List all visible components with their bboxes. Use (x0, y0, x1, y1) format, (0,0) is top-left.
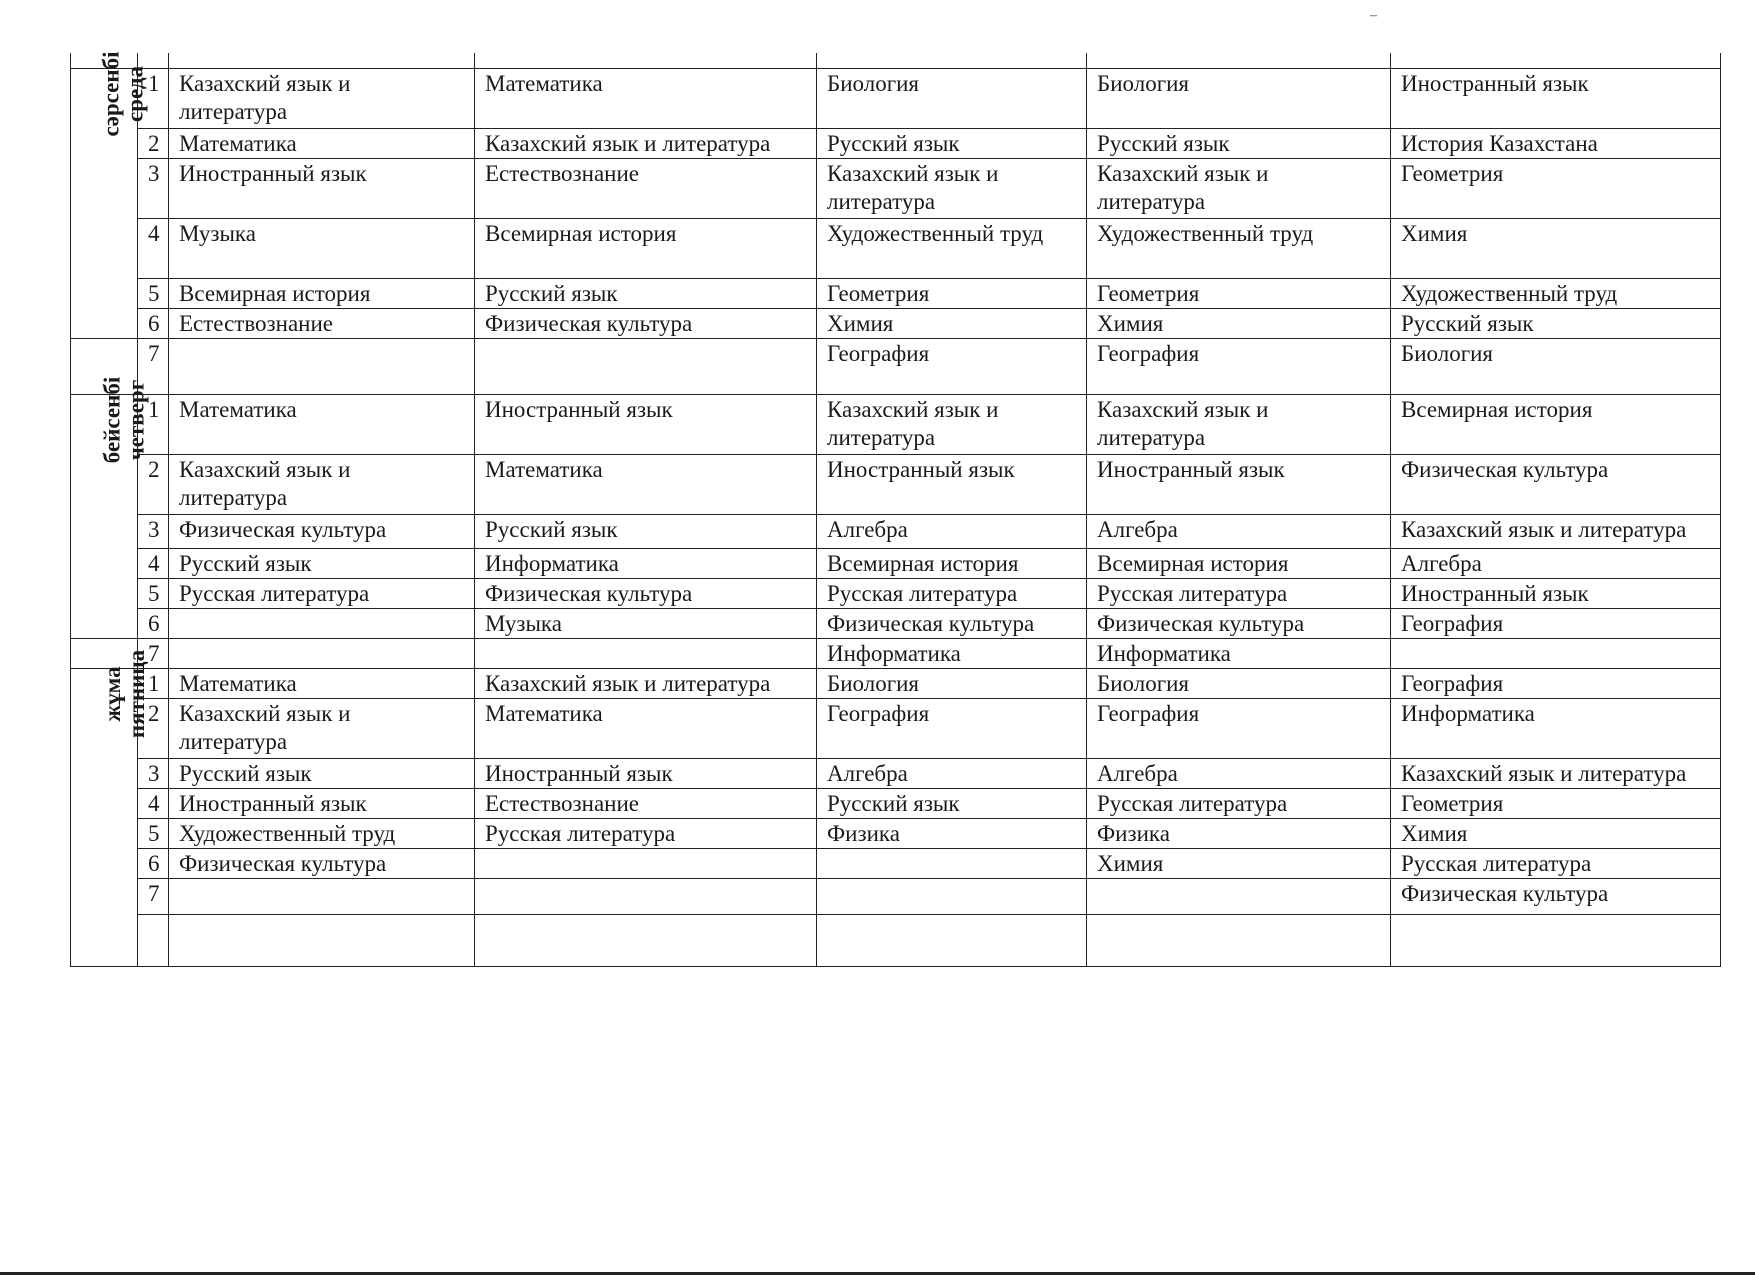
lesson-cell (169, 639, 475, 669)
table-row (71, 819, 1721, 849)
lesson-cell: Русский язык (817, 129, 1087, 159)
lesson-number: 6 (138, 309, 169, 339)
lesson-cell: Математика (169, 395, 475, 455)
table-row (71, 915, 1721, 967)
lesson-cell: Всемирная история (817, 549, 1087, 579)
lesson-cell: Иностранный язык (475, 759, 817, 789)
lesson-cell: Математика (169, 669, 475, 699)
lesson-cell: Физика (817, 819, 1087, 849)
lesson-cell: История Казахстана (1391, 129, 1721, 159)
lesson-cell: Алгебра (817, 759, 1087, 789)
table-row (71, 759, 1721, 789)
lesson-cell: Русский язык (475, 515, 817, 549)
lesson-cell: Казахский язык и литература (169, 699, 475, 759)
table-row (71, 159, 1721, 219)
lesson-cell: Иностранный язык (169, 159, 475, 219)
lesson-number: 4 (138, 789, 169, 819)
lesson-cell (1391, 639, 1721, 669)
lesson-cell: Русская литература (1087, 789, 1391, 819)
lesson-cell (817, 879, 1087, 915)
lesson-cell: Музыка (169, 219, 475, 279)
lesson-cell: Математика (475, 455, 817, 515)
table-row (71, 639, 1721, 669)
lesson-cell (475, 339, 817, 395)
lesson-number: 1 (138, 669, 169, 699)
lesson-cell: Информатика (475, 549, 817, 579)
table-row (71, 515, 1721, 549)
lesson-cell: Казахский язык и литература (1391, 759, 1721, 789)
lesson-cell: Химия (1391, 219, 1721, 279)
lesson-cell: Казахский язык и литература (475, 129, 817, 159)
lesson-cell: Геометрия (1391, 789, 1721, 819)
table-row (71, 69, 1721, 129)
lesson-cell: Казахский язык и литература (1391, 515, 1721, 549)
table-row (71, 549, 1721, 579)
lesson-cell: Иностранный язык (1391, 69, 1721, 129)
lesson-cell: Химия (817, 309, 1087, 339)
lesson-cell: Русский язык (169, 549, 475, 579)
lesson-cell: Геометрия (1087, 279, 1391, 309)
table-row (71, 395, 1721, 455)
lesson-cell: Биология (1391, 339, 1721, 395)
table-row (71, 669, 1721, 699)
lesson-cell: Математика (475, 69, 817, 129)
lesson-cell: Русская литература (169, 579, 475, 609)
table-row (71, 699, 1721, 759)
lesson-cell (475, 879, 817, 915)
lesson-cell: Биология (1087, 669, 1391, 699)
lesson-cell: Русская литература (1087, 579, 1391, 609)
lesson-number: 5 (138, 279, 169, 309)
table-row (71, 579, 1721, 609)
lesson-cell: Информатика (1087, 639, 1391, 669)
lesson-cell: Алгебра (1391, 549, 1721, 579)
day-label-friday: жұма пятница (71, 669, 138, 967)
schedule-sheet (70, 53, 1720, 967)
lesson-cell: Геометрия (1391, 159, 1721, 219)
table-row (71, 129, 1721, 159)
lesson-number: 1 (138, 395, 169, 455)
lesson-cell (1087, 879, 1391, 915)
lesson-cell: Химия (1391, 819, 1721, 849)
lesson-cell: Физика (1087, 819, 1391, 849)
lesson-cell: Химия (1087, 849, 1391, 879)
lesson-number: 7 (138, 879, 169, 915)
lesson-number: 7 (138, 639, 169, 669)
lesson-cell: Иностранный язык (817, 455, 1087, 515)
lesson-number: 2 (138, 699, 169, 759)
lesson-cell: Естествознание (475, 159, 817, 219)
lesson-cell: География (817, 699, 1087, 759)
table-row (71, 455, 1721, 515)
lesson-cell: Всемирная история (475, 219, 817, 279)
lesson-number: 2 (138, 455, 169, 515)
table-row (71, 849, 1721, 879)
lesson-cell: Русский язык (169, 759, 475, 789)
lesson-cell: Физическая культура (1391, 879, 1721, 915)
table-row (71, 609, 1721, 639)
table-row (71, 309, 1721, 339)
table-row (71, 789, 1721, 819)
lesson-cell: Всемирная история (1391, 395, 1721, 455)
lesson-cell (475, 849, 817, 879)
lesson-cell: Казахский язык и литература (1087, 395, 1391, 455)
lesson-cell: География (1087, 339, 1391, 395)
lesson-cell: Русская литература (475, 819, 817, 849)
lesson-cell: Художественный труд (169, 819, 475, 849)
lesson-cell: Физическая культура (169, 849, 475, 879)
lesson-cell: Физическая культура (475, 579, 817, 609)
lesson-cell: Алгебра (1087, 759, 1391, 789)
lesson-cell: Музыка (475, 609, 817, 639)
lesson-cell: Алгебра (1087, 515, 1391, 549)
lesson-cell (475, 639, 817, 669)
lesson-cell: Казахский язык и литература (1087, 159, 1391, 219)
lesson-cell (817, 849, 1087, 879)
lesson-cell: Химия (1087, 309, 1391, 339)
lesson-cell: Казахский язык и литература (475, 669, 817, 699)
lesson-cell: География (1087, 699, 1391, 759)
lesson-cell: Казахский язык и литература (169, 455, 475, 515)
lesson-cell: Математика (475, 699, 817, 759)
lesson-cell: Естествознание (169, 309, 475, 339)
lesson-cell: Художественный труд (817, 219, 1087, 279)
lesson-number: 3 (138, 159, 169, 219)
lesson-number: 6 (138, 849, 169, 879)
lesson-number: 2 (138, 129, 169, 159)
lesson-cell: Физическая культура (169, 515, 475, 549)
lesson-number: 3 (138, 759, 169, 789)
lesson-cell: Естествознание (475, 789, 817, 819)
day-label-wednesday: сәрсенбі среда (71, 69, 138, 339)
lesson-cell: Биология (817, 69, 1087, 129)
lesson-cell: Художественный труд (1087, 219, 1391, 279)
lesson-cell: Биология (1087, 69, 1391, 129)
lesson-cell: Казахский язык и литература (817, 395, 1087, 455)
schedule-table (70, 53, 1721, 967)
lesson-cell: Физическая культура (475, 309, 817, 339)
lesson-cell: Казахский язык и литература (169, 69, 475, 129)
lesson-number: 3 (138, 515, 169, 549)
lesson-cell (169, 339, 475, 395)
lesson-number: 4 (138, 219, 169, 279)
lesson-cell: Физическая культура (1391, 455, 1721, 515)
table-row (71, 879, 1721, 915)
lesson-number: 1 (138, 69, 169, 129)
lesson-cell: Художественный труд (1391, 279, 1721, 309)
lesson-cell: Алгебра (817, 515, 1087, 549)
lesson-cell: Иностранный язык (1087, 455, 1391, 515)
lesson-cell: Информатика (1391, 699, 1721, 759)
lesson-number: 5 (138, 579, 169, 609)
lesson-cell: География (817, 339, 1087, 395)
lesson-cell: Математика (169, 129, 475, 159)
lesson-cell: География (1391, 609, 1721, 639)
table-row (71, 279, 1721, 309)
table-row (71, 219, 1721, 279)
table-top-row (71, 53, 1721, 69)
lesson-cell: География (1391, 669, 1721, 699)
lesson-cell: Биология (817, 669, 1087, 699)
lesson-cell: Геометрия (817, 279, 1087, 309)
lesson-cell: Физическая культура (817, 609, 1087, 639)
lesson-cell: Русский язык (475, 279, 817, 309)
lesson-cell: Русская литература (1391, 849, 1721, 879)
lesson-cell: Русская литература (817, 579, 1087, 609)
scan-mark: – (1370, 8, 1377, 23)
lesson-cell (169, 609, 475, 639)
table-row (71, 339, 1721, 395)
lesson-cell: Русский язык (1391, 309, 1721, 339)
lesson-number: 6 (138, 609, 169, 639)
day-label-thursday: бейсенбі четверг (71, 395, 138, 639)
lesson-cell: Русский язык (1087, 129, 1391, 159)
lesson-cell: Казахский язык и литература (817, 159, 1087, 219)
lesson-cell: Физическая культура (1087, 609, 1391, 639)
lesson-cell: Всемирная история (169, 279, 475, 309)
lesson-cell: Иностранный язык (475, 395, 817, 455)
lesson-cell: Русский язык (817, 789, 1087, 819)
lesson-cell: Иностранный язык (1391, 579, 1721, 609)
lesson-number: 4 (138, 549, 169, 579)
lesson-cell: Иностранный язык (169, 789, 475, 819)
lesson-cell: Всемирная история (1087, 549, 1391, 579)
lesson-cell (169, 879, 475, 915)
lesson-number: 5 (138, 819, 169, 849)
lesson-number: 7 (138, 339, 169, 395)
lesson-cell: Информатика (817, 639, 1087, 669)
